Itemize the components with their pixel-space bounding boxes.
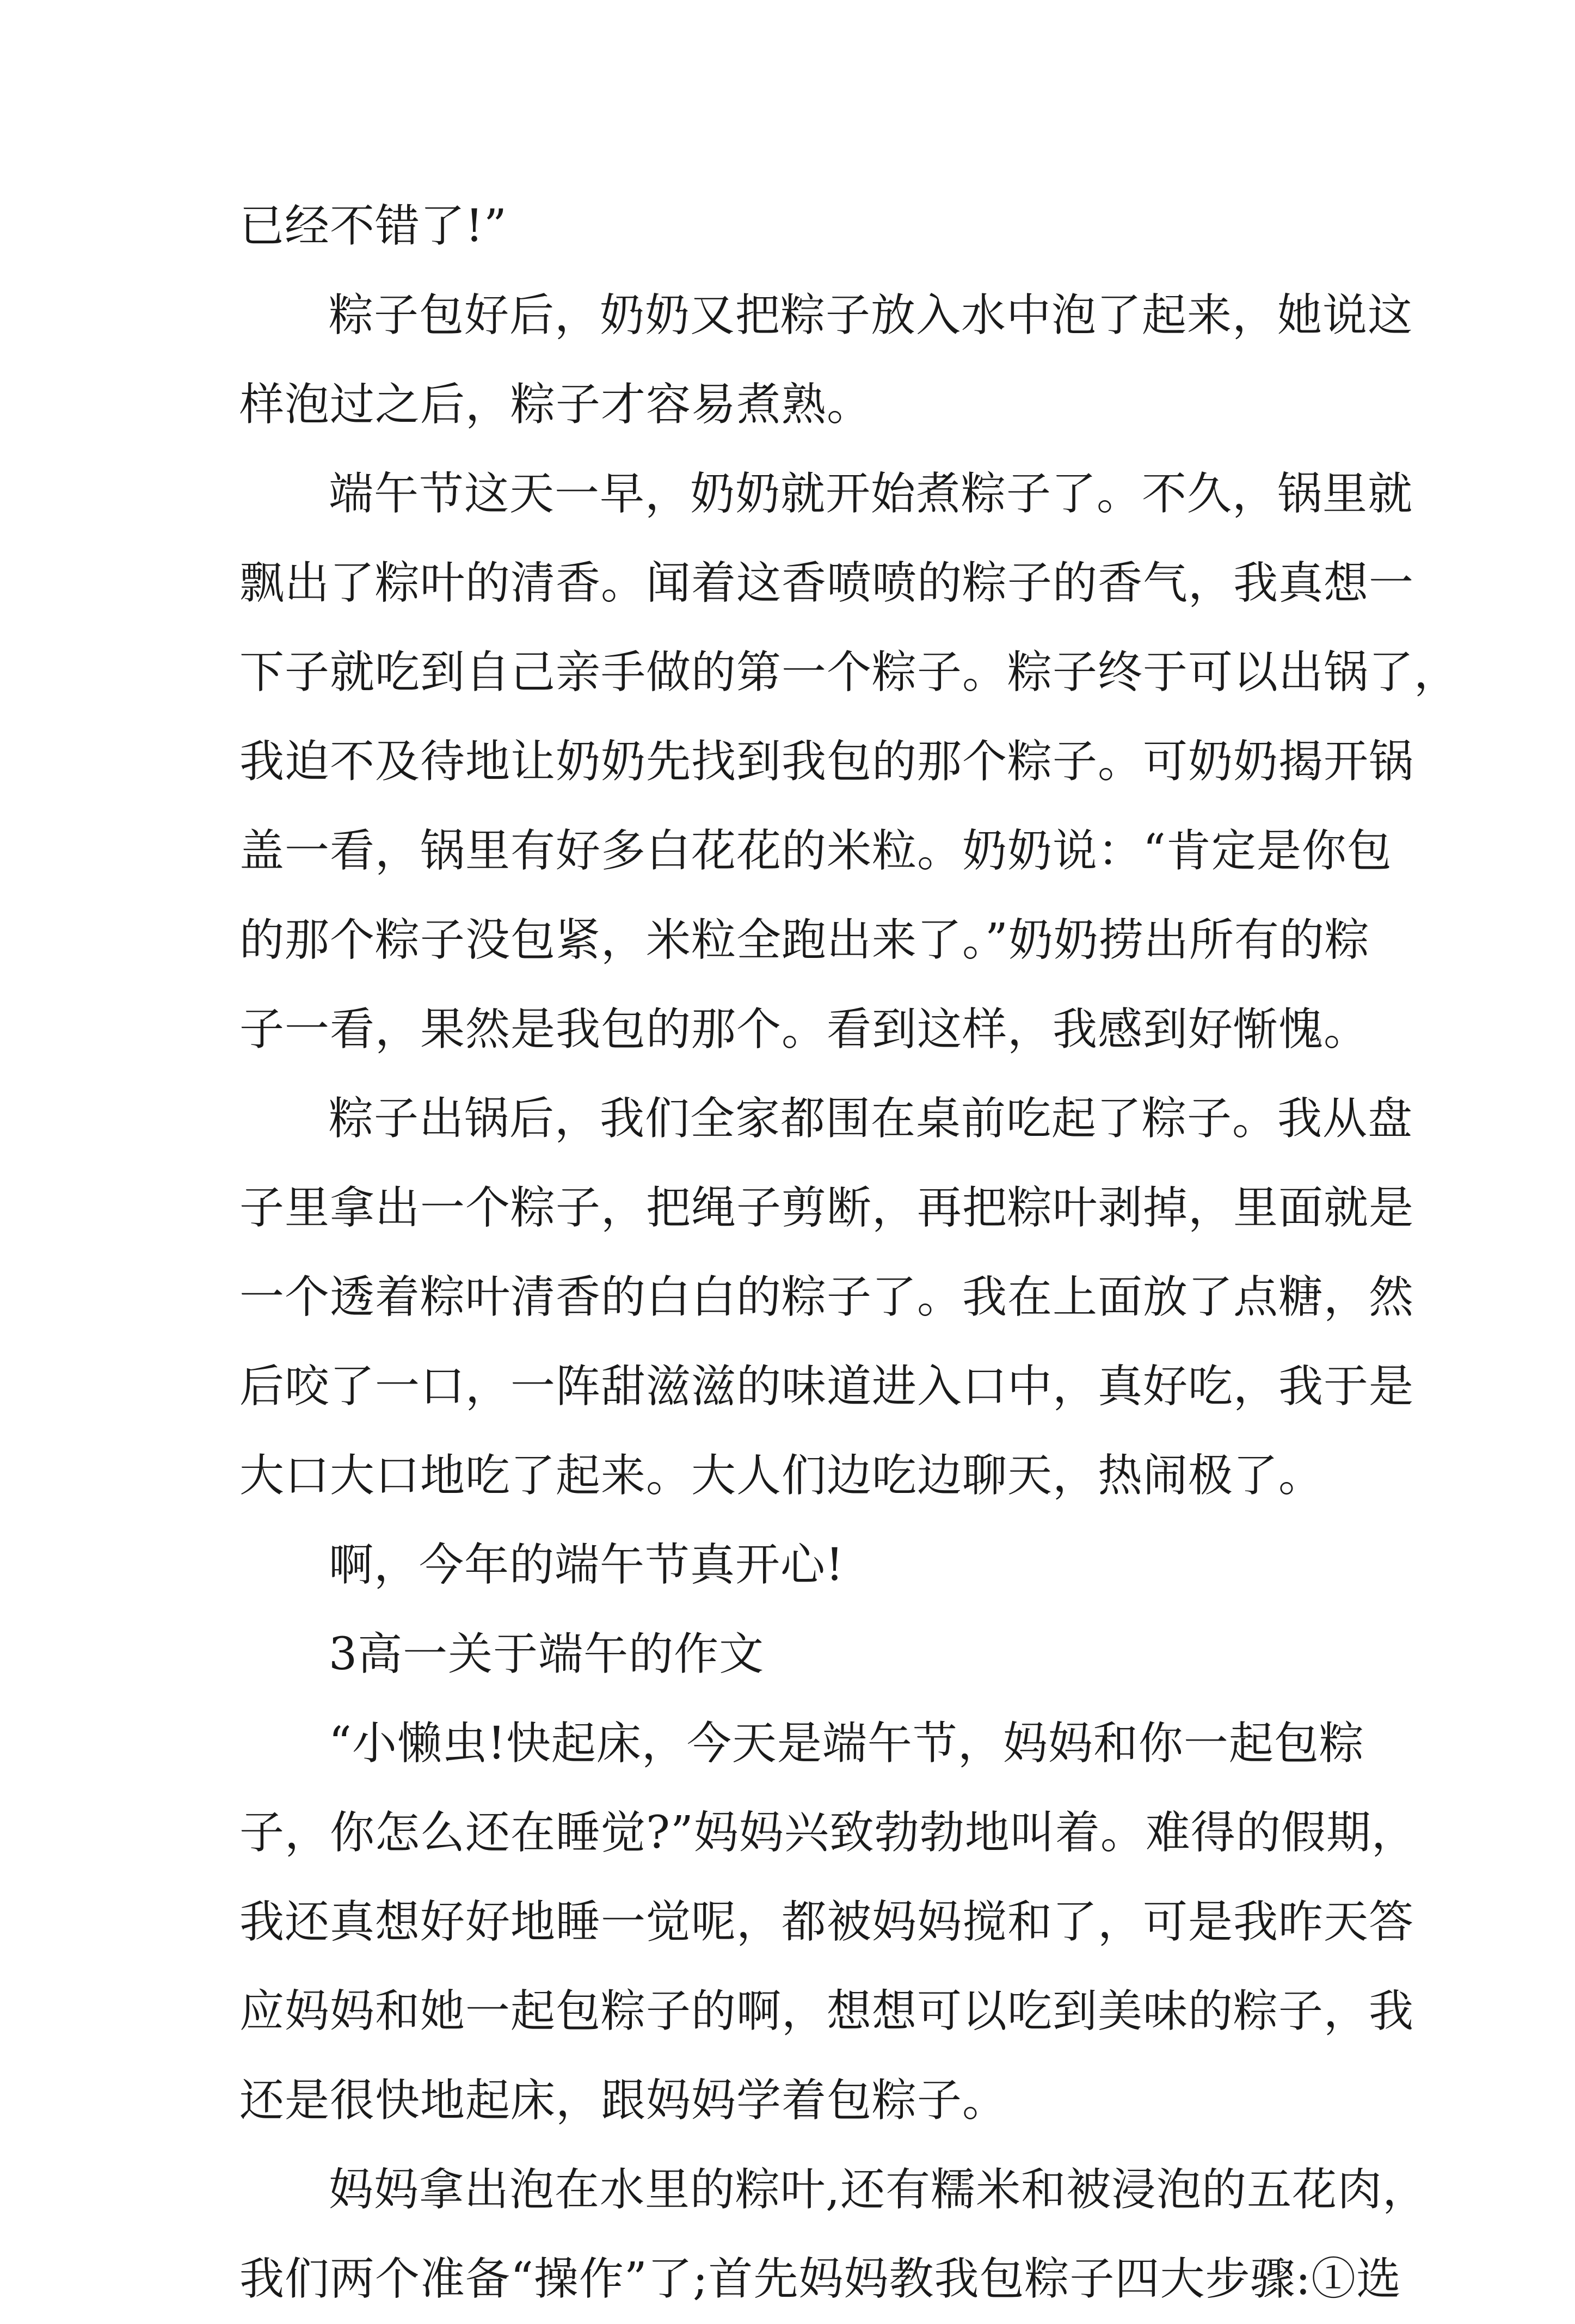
text-line: 子，你怎么还在睡觉?”妈妈兴致勃勃地叫着。难得的假期， <box>239 1807 1417 1859</box>
text-line: 妈妈拿出泡在水里的粽叶,还有糯米和被浸泡的五花肉， <box>329 2164 1428 2216</box>
text-line: 下子就吃到自己亲手做的第一个粽子。粽子终于可以出锅了， <box>239 647 1460 698</box>
text-line: 大口大口地吃了起来。大人们边吃边聊天，热闹极了。 <box>239 1450 1324 1502</box>
text-line: 子里拿出一个粽子，把绳子剪断，再把粽叶剥掉，里面就是 <box>239 1182 1414 1234</box>
text-line: 粽子出锅后，我们全家都围在桌前吃起了粽子。我从盘 <box>329 1093 1413 1145</box>
text-line: 飘出了粽叶的清香。闻着这香喷喷的粽子的香气，我真想一 <box>239 557 1414 609</box>
text-line: 样泡过之后，粽子才容易煮熟。 <box>239 379 872 431</box>
text-line: 应妈妈和她一起包粽子的啊，想想可以吃到美味的粽子，我 <box>239 1985 1414 2037</box>
text-line: 啊，今年的端午节真开心! <box>329 1539 844 1591</box>
text-line: 后咬了一口，一阵甜滋滋的味道进入口中，真好吃，我于是 <box>239 1361 1414 1412</box>
text-line: 一个透着粽叶清香的白白的粽子了。我在上面放了点糖，然 <box>239 1271 1414 1323</box>
text-line: 已经不错了!” <box>239 200 507 252</box>
text-line: “小懒虫!快起床，今天是端午节，妈妈和你一起包粽 <box>329 1718 1364 1769</box>
text-line: 我迫不及待地让奶奶先找到我包的那个粽子。可奶奶揭开锅 <box>239 736 1414 788</box>
essay-text <box>239 182 1460 2324</box>
text-line: 我们两个准备“操作”了;首先妈妈教我包粽子四大步骤:①选 <box>239 2253 1402 2305</box>
text-line: 我还真想好好地睡一觉呢，都被妈妈搅和了，可是我昨天答 <box>239 1896 1414 1948</box>
text-line: 盖一看，锅里有好多白花花的米粒。奶奶说：“肯定是你包 <box>239 825 1392 877</box>
text-line: 的那个粽子没包紧，米粒全跑出来了。”奶奶捞出所有的粽 <box>239 914 1370 966</box>
text-line: 子一看，果然是我包的那个。看到这样，我感到好惭愧。 <box>239 1004 1369 1055</box>
text-line: 还是很快地起床，跟妈妈学着包粽子。 <box>239 2075 1008 2126</box>
text-line: 粽子包好后，奶奶又把粽子放入水中泡了起来，她说这 <box>329 290 1413 341</box>
section-heading: 3高一关于端午的作文 <box>329 1628 765 1680</box>
text-line: 端午节这天一早，奶奶就开始煮粽子了。不久，锅里就 <box>329 468 1413 520</box>
